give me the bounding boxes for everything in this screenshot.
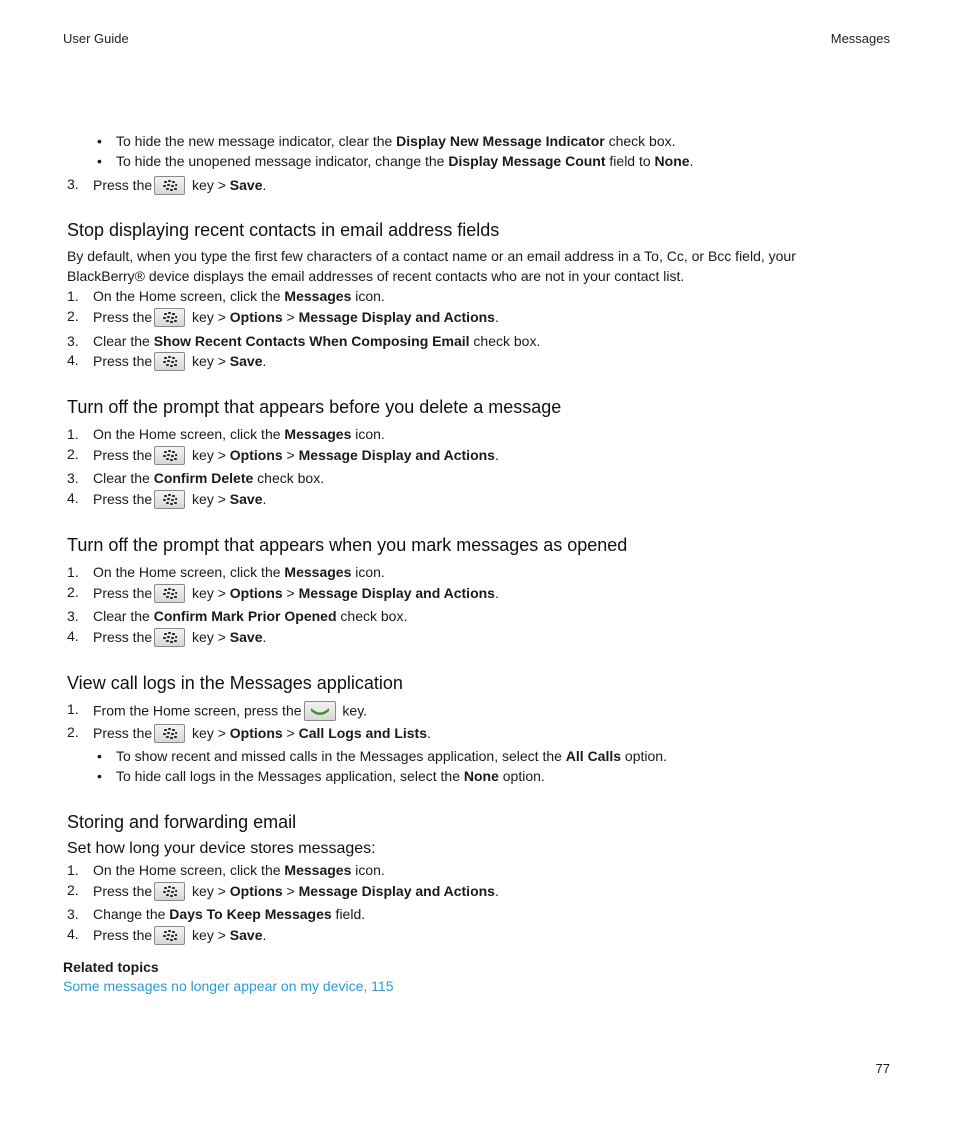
step-number: 2. — [67, 308, 79, 324]
step-text: Clear the Confirm Mark Prior Opened check box. — [93, 608, 408, 624]
step-text: Press the key > Options > Message Display and Actions. — [93, 309, 499, 326]
step-text: On the Home screen, click the Messages icon. — [93, 564, 385, 580]
intro-bullet-2: To hide the unopened message indicator, change the Display Message Count field to None. — [116, 153, 694, 169]
bullet-text: To show recent and missed calls in the Messages application, select the All Calls option. — [116, 748, 667, 764]
step-text: Press the key > Options > Message Display and Actions. — [93, 883, 499, 900]
blackberry-menu-key-icon — [154, 584, 185, 603]
step-number: 3. — [67, 470, 79, 486]
bullet-dot: • — [97, 133, 102, 149]
section-paragraph: By default, when you type the first few characters of a contact name or an email address in a To, Cc, or Bcc field, your BlackBerry® device displays the email addresses of recent contacts who are not in your contact list. — [67, 248, 796, 284]
step-number: 4. — [67, 926, 79, 942]
bullet-text: To hide call logs in the Messages application, select the None option. — [116, 768, 545, 784]
page-number: 77 — [875, 1061, 890, 1076]
running-header-left: User Guide — [63, 31, 129, 46]
step-number: 4. — [67, 490, 79, 506]
section-heading: Stop displaying recent contacts in email address fields — [67, 220, 500, 240]
step-number: 1. — [67, 288, 79, 304]
blackberry-menu-key-icon — [154, 308, 185, 327]
step-number: 3. — [67, 608, 79, 624]
step-number: 4. — [67, 352, 79, 368]
green-phone-send-key-icon — [304, 701, 336, 721]
step-number: 2. — [67, 446, 79, 462]
step-text: Press the key > Save. — [93, 629, 267, 646]
bullet-dot: • — [97, 153, 102, 169]
related-topic-link[interactable]: Some messages no longer appear on my device, 115 — [63, 978, 394, 994]
blackberry-menu-key-icon — [154, 352, 185, 371]
blackberry-menu-key-icon — [154, 490, 185, 509]
step-text: On the Home screen, click the Messages icon. — [93, 862, 385, 878]
blackberry-menu-key-icon — [154, 926, 185, 945]
step-text: Clear the Confirm Delete check box. — [93, 470, 325, 486]
step-text: From the Home screen, press the key. — [93, 702, 367, 722]
step-text: Change the Days To Keep Messages field. — [93, 906, 366, 922]
section-heading: View call logs in the Messages application — [67, 673, 403, 693]
bullet-dot: • — [97, 748, 102, 764]
step-text: Press the key > Save. — [93, 353, 267, 370]
section-heading: Turn off the prompt that appears when you mark messages as opened — [67, 535, 628, 555]
blackberry-menu-key-icon — [154, 446, 185, 465]
subsection-heading: Set how long your device stores messages: — [67, 840, 376, 857]
bullet-dot: • — [97, 768, 102, 784]
blackberry-menu-key-icon — [154, 628, 185, 647]
section-heading: Storing and forwarding email — [67, 812, 297, 832]
blackberry-menu-key-icon — [154, 882, 185, 901]
step-text: Press the key > Options > Call Logs and Lists. — [93, 725, 431, 742]
step-number: 1. — [67, 564, 79, 580]
blackberry-menu-key-icon — [154, 724, 185, 743]
step-number: 1. — [67, 426, 79, 442]
step-text: On the Home screen, click the Messages icon. — [93, 288, 385, 304]
step-number: 2. — [67, 882, 79, 898]
related-topics-title: Related topics — [63, 959, 159, 975]
step-text: Press the key > Save. — [93, 927, 267, 944]
step-number: 1. — [67, 862, 79, 878]
step-number: 2. — [67, 724, 79, 740]
step-text: Press the key > Options > Message Display and Actions. — [93, 585, 499, 602]
step-number: 2. — [67, 584, 79, 600]
step-number: 3. — [67, 176, 79, 192]
step-number: 4. — [67, 628, 79, 644]
running-header-right: Messages — [830, 31, 890, 46]
step-text: Clear the Show Recent Contacts When Composing Email check box. — [93, 333, 541, 349]
step-number: 3. — [67, 333, 79, 349]
blackberry-menu-key-icon — [154, 176, 185, 195]
step-text: On the Home screen, click the Messages icon. — [93, 426, 385, 442]
step-text: Press the key > Save. — [93, 491, 267, 508]
intro-bullet-1: To hide the new message indicator, clear the Display New Message Indicator check box. — [116, 133, 676, 149]
step-text: Press the key > Options > Message Display and Actions. — [93, 447, 499, 464]
intro-step-3: Press the key > Save. — [93, 177, 267, 194]
section-heading: Turn off the prompt that appears before you delete a message — [67, 397, 562, 417]
step-number: 3. — [67, 906, 79, 922]
step-number: 1. — [67, 701, 79, 717]
